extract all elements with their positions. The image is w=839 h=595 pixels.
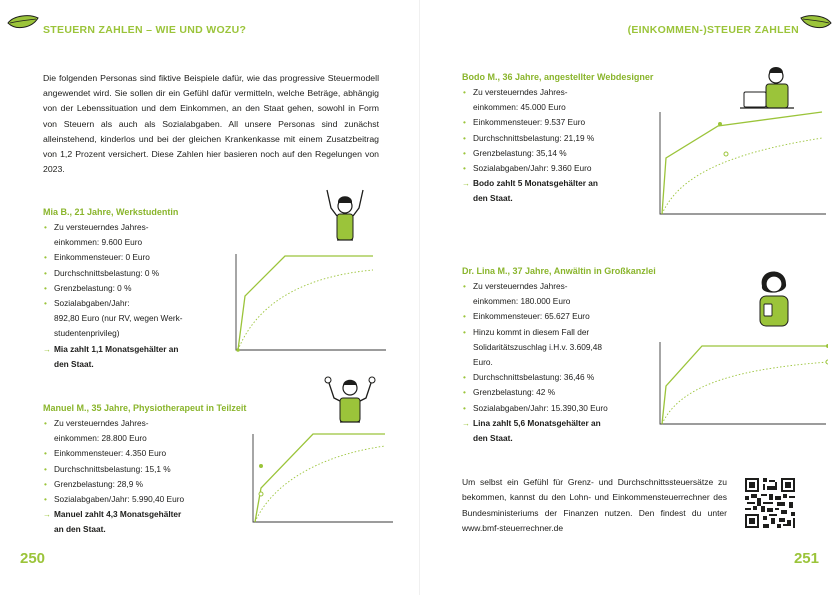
fact-line: • Sozialabgaben/Jahr: 5.990,40 Euro bbox=[43, 492, 243, 507]
page-number: 250 bbox=[20, 550, 46, 567]
fact-line: den Staat. bbox=[473, 193, 513, 204]
fact-line: 892,80 Euro (nur RV, wegen Werk- bbox=[54, 313, 183, 324]
left-page bbox=[0, 0, 419, 595]
persona-facts-manuel bbox=[43, 416, 243, 538]
persona-illustration bbox=[746, 264, 802, 330]
fact-line: • Grenzbelastung: 0 % bbox=[43, 281, 218, 296]
intro-paragraph: Die folgenden Personas sind fiktive Beispiele dafür, wie das progressive Steuermodell angewendet wird. Sie sollen dir ein Gefühl dafür vermitteln, welche Beträge, abhängig von der Lebenssituation und dem Einkommen, an den Staat gehen, sowohl in Form von Steuern als auch als Sozialabgaben. All unsere Personas sind zunächst alleinstehend, kinderlos und bei der gleichen Krankenkasse mit einem Zusatzbeitrag von 1,2 Prozent versichert. Diese Zahlen hier basieren noch auf den Regelungen von 2023. bbox=[43, 73, 379, 175]
persona-facts-bodo bbox=[462, 85, 647, 207]
fact-line: • Grenzbelastung: 35,14 % bbox=[462, 146, 647, 161]
persona-facts-lina bbox=[462, 279, 662, 446]
persona-illustration bbox=[320, 372, 380, 428]
fact-line: • Einkommensteuer: 9.537 Euro bbox=[462, 115, 647, 130]
persona-title-manuel: Manuel M., 35 Jahre, Physiotherapeut in Teilzeit bbox=[43, 403, 247, 413]
running-head: (EINKOMMEN-)STEUER ZAHLEN bbox=[627, 24, 799, 36]
persona-title-mia: Mia B., 21 Jahre, Werkstudentin bbox=[43, 207, 179, 217]
persona-illustration bbox=[738, 62, 802, 112]
fact-line: einkommen: 45.000 Euro bbox=[473, 102, 566, 113]
qr-code-icon[interactable] bbox=[745, 478, 795, 528]
conclusion-line: → Mia zahlt 1,1 Monatsgehälter an bbox=[43, 342, 218, 357]
fact-line: einkommen: 28.800 Euro bbox=[54, 433, 147, 444]
right-page bbox=[420, 0, 839, 595]
fact-line: • Zu versteuerndes Jahres- bbox=[43, 220, 218, 235]
fact-line: den Staat. bbox=[473, 433, 513, 444]
running-head: STEUERN ZAHLEN – WIE UND WOZU? bbox=[43, 24, 247, 36]
fact-line: studentenprivileg) bbox=[54, 328, 120, 339]
fact-line: Euro. bbox=[473, 357, 493, 368]
persona-title-bodo: Bodo M., 36 Jahre, angestellter Webdesigner bbox=[462, 72, 654, 82]
conclusion-line: → Bodo zahlt 5 Monatsgehälter an bbox=[462, 176, 647, 191]
tax-curve-chart-lina bbox=[652, 338, 828, 428]
persona-title-lina: Dr. Lina M., 37 Jahre, Anwältin in Großkanzlei bbox=[462, 266, 656, 276]
page-number: 251 bbox=[793, 550, 819, 567]
fact-line: einkommen: 9.600 Euro bbox=[54, 237, 143, 248]
leaf-icon bbox=[6, 14, 40, 32]
fact-line: • Sozialabgaben/Jahr: 9.360 Euro bbox=[462, 161, 647, 176]
persona-facts-mia bbox=[43, 220, 218, 372]
fact-line: • Sozialabgaben/Jahr: bbox=[43, 296, 218, 311]
fact-line: • Einkommensteuer: 4.350 Euro bbox=[43, 446, 243, 461]
conclusion-line: → Lina zahlt 5,6 Monatsgehälter an bbox=[462, 416, 662, 431]
fact-line: • Einkommensteuer: 0 Euro bbox=[43, 250, 218, 265]
fact-line: • Zu versteuerndes Jahres- bbox=[43, 416, 243, 431]
tax-curve-chart-bodo bbox=[652, 108, 828, 218]
fact-line: einkommen: 180.000 Euro bbox=[473, 296, 571, 307]
conclusion-line: → Manuel zahlt 4,3 Monatsgehälter bbox=[43, 507, 243, 522]
fact-line: • Durchschnittsbelastung: 21,19 % bbox=[462, 131, 647, 146]
fact-line: • Durchschnittsbelastung: 36,46 % bbox=[462, 370, 662, 385]
outro-paragraph: Um selbst ein Gefühl für Grenz- und Durchschnittssteuersätze zu bekommen, kannst du den Lohn- und Einkommensteuerrechner des Bundesministeriums der Finanzen nutzen. Den findest du unter www.bmf-steuerrechner.de bbox=[462, 477, 727, 534]
persona-illustration bbox=[315, 188, 375, 244]
leaf-icon bbox=[799, 14, 833, 32]
fact-line: • Grenzbelastung: 28,9 % bbox=[43, 477, 243, 492]
fact-line: Solidaritätszuschlag i.H.v. 3.609,48 bbox=[473, 341, 602, 352]
fact-line: an den Staat. bbox=[54, 524, 106, 535]
tax-curve-chart-manuel bbox=[245, 430, 395, 526]
fact-line: • Zu versteuerndes Jahres- bbox=[462, 279, 662, 294]
fact-line: • Zu versteuerndes Jahres- bbox=[462, 85, 647, 100]
fact-line: • Hinzu kommt in diesem Fall der bbox=[462, 325, 662, 340]
fact-line: • Durchschnittsbelastung: 0 % bbox=[43, 266, 218, 281]
fact-line: den Staat. bbox=[54, 358, 94, 369]
fact-line: • Einkommensteuer: 65.627 Euro bbox=[462, 309, 662, 324]
fact-line: • Durchschnittsbelastung: 15,1 % bbox=[43, 462, 243, 477]
fact-line: • Sozialabgaben/Jahr: 15.390,30 Euro bbox=[462, 401, 662, 416]
tax-curve-chart-mia bbox=[228, 248, 388, 354]
fact-line: • Grenzbelastung: 42 % bbox=[462, 385, 662, 400]
